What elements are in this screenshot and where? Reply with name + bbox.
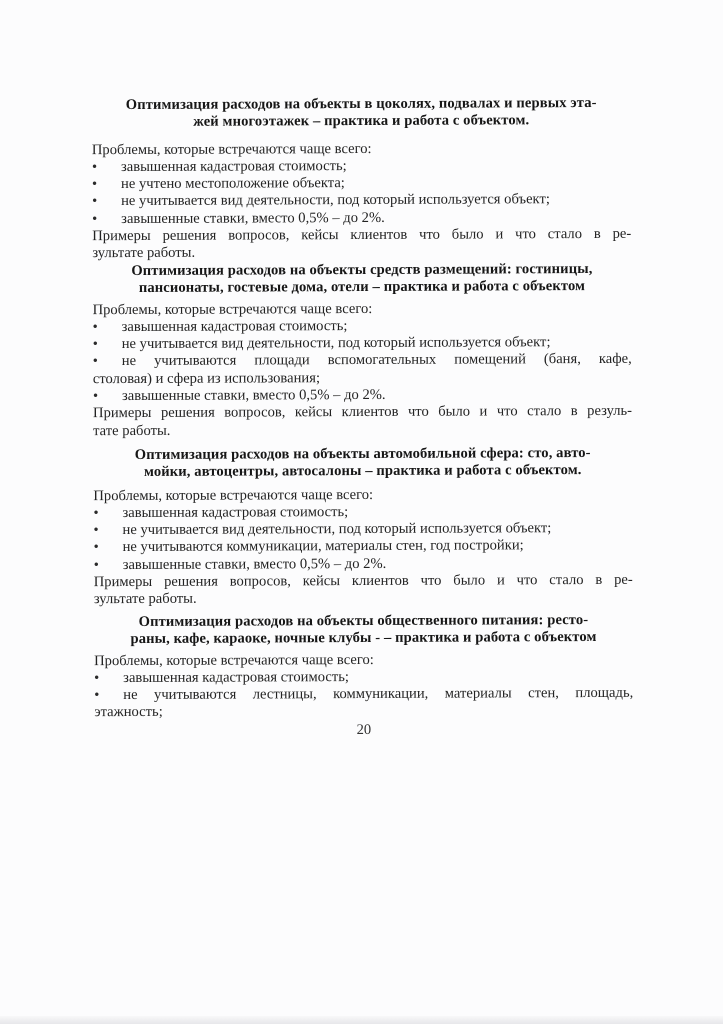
section-heading-line: Оптимизация расходов на объекты автомобильной сфера: сто, авто- bbox=[134, 445, 591, 463]
bullet-marker: • bbox=[92, 210, 98, 227]
bullet-marker: • bbox=[93, 522, 99, 539]
bullet-marker: • bbox=[94, 670, 100, 687]
bullet-text: не учитывается вид деятельности, под который используется объект; bbox=[121, 191, 550, 210]
section-outro-line: Примеры решения вопросов, кейсы клиентов что было и что стало в резуль- bbox=[92, 403, 633, 422]
section-basements bbox=[92, 95, 632, 263]
section-intro: Проблемы, которые встречаются чаще всего: bbox=[94, 651, 374, 669]
section-intro: Проблемы, которые встречаются чаще всего: bbox=[93, 486, 374, 504]
section-heading-line: Оптимизация расходов на объекты общественного питания: ресто- bbox=[138, 612, 589, 630]
bullet-text: не учтено местоположение объекта; bbox=[120, 175, 345, 193]
section-heading-line: Оптимизация расходов на объекты в цоколях, подвалах и первых эта- bbox=[125, 94, 597, 114]
section-heading-line: Оптимизация расходов на объекты средств размещений: гостиницы, bbox=[131, 260, 593, 280]
bullet-text: не учитываются площади вспомогательных помещений (баня, кафе, bbox=[121, 351, 632, 370]
bullet-text: завышенная кадастровая стоимость; bbox=[121, 317, 348, 335]
section-outro-line: тате работы. bbox=[93, 422, 171, 439]
bullet-item bbox=[94, 685, 633, 705]
section-intro: Проблемы, которые встречаются чаще всего: bbox=[91, 140, 372, 158]
bullet-marker: • bbox=[93, 539, 99, 556]
section-outro-line: Примеры решения вопросов, кейсы клиентов что было и что стало в ре- bbox=[93, 571, 633, 591]
section-heading bbox=[92, 261, 631, 298]
bullet-marker: • bbox=[94, 687, 100, 704]
section-heading-line: пансионаты, гостевые дома, отели – практика и работа с объектом bbox=[138, 278, 586, 297]
bullet-item bbox=[93, 351, 632, 371]
bullet-text: завышенная кадастровая стоимость; bbox=[120, 157, 347, 175]
section-automotive bbox=[93, 445, 633, 609]
section-heading-line: мойки, автоцентры, автосалоны – практика и работа с объектом. bbox=[143, 462, 582, 481]
section-heading bbox=[94, 612, 633, 649]
bullet-text: завышенные ставки, вместо 0,5% – до 2%. bbox=[121, 209, 385, 227]
section-heading bbox=[92, 95, 631, 132]
bullet-text: не учитывается вид деятельности, под который используется объект; bbox=[122, 520, 552, 539]
bullet-marker: • bbox=[91, 159, 98, 176]
scan-edge-shadow bbox=[0, 1016, 723, 1024]
page-text-column bbox=[91, 0, 634, 1024]
bullet-continuation-line: столовая) и сфера из использования; bbox=[92, 369, 321, 387]
section-outro-line: Примеры решения вопросов, кейсы клиентов что было и что стало в ре- bbox=[92, 225, 632, 245]
bullet-marker: • bbox=[93, 505, 99, 522]
bullet-text: не учитываются лестницы, коммуникации, материалы стен, площадь, bbox=[123, 685, 634, 704]
bullet-marker: • bbox=[92, 319, 98, 336]
section-heading-line: раны, кафе, караоке, ночные клубы - – практика и работа с объектом bbox=[130, 629, 597, 648]
bullet-marker: • bbox=[93, 556, 99, 573]
section-catering bbox=[94, 612, 634, 740]
section-outro-line: зультате работы. bbox=[93, 591, 197, 608]
bullet-marker: • bbox=[92, 193, 98, 210]
section-hotels bbox=[92, 261, 632, 440]
section-heading bbox=[93, 445, 632, 482]
bullet-text: завышенная кадастровая стоимость; bbox=[122, 503, 349, 521]
bullet-text: не учитывается вид деятельности, под который используется объект; bbox=[121, 334, 551, 353]
bullet-marker: • bbox=[92, 353, 98, 370]
section-heading-line: жей многоэтажек – практика и работа с объектом. bbox=[193, 112, 530, 131]
section-intro: Проблемы, которые встречаются чаще всего: bbox=[92, 300, 373, 318]
bullet-text: не учитываются коммуникации, материалы стен, год постройки; bbox=[122, 537, 524, 556]
bullet-text: завышенные ставки, вместо 0,5% – до 2%. bbox=[122, 555, 387, 573]
bullet-marker: • bbox=[92, 388, 99, 405]
page-number: 20 bbox=[356, 721, 372, 738]
bullet-text: завышенная кадастровая стоимость; bbox=[123, 668, 349, 686]
bullet-marker: • bbox=[92, 336, 98, 353]
bullet-marker: • bbox=[91, 176, 98, 193]
bullet-text: завышенные ставки, вместо 0,5% – до 2%. bbox=[121, 386, 386, 405]
section-outro-line: зультате работы. bbox=[92, 245, 196, 262]
bullet-continuation-line: этажность; bbox=[94, 704, 163, 721]
